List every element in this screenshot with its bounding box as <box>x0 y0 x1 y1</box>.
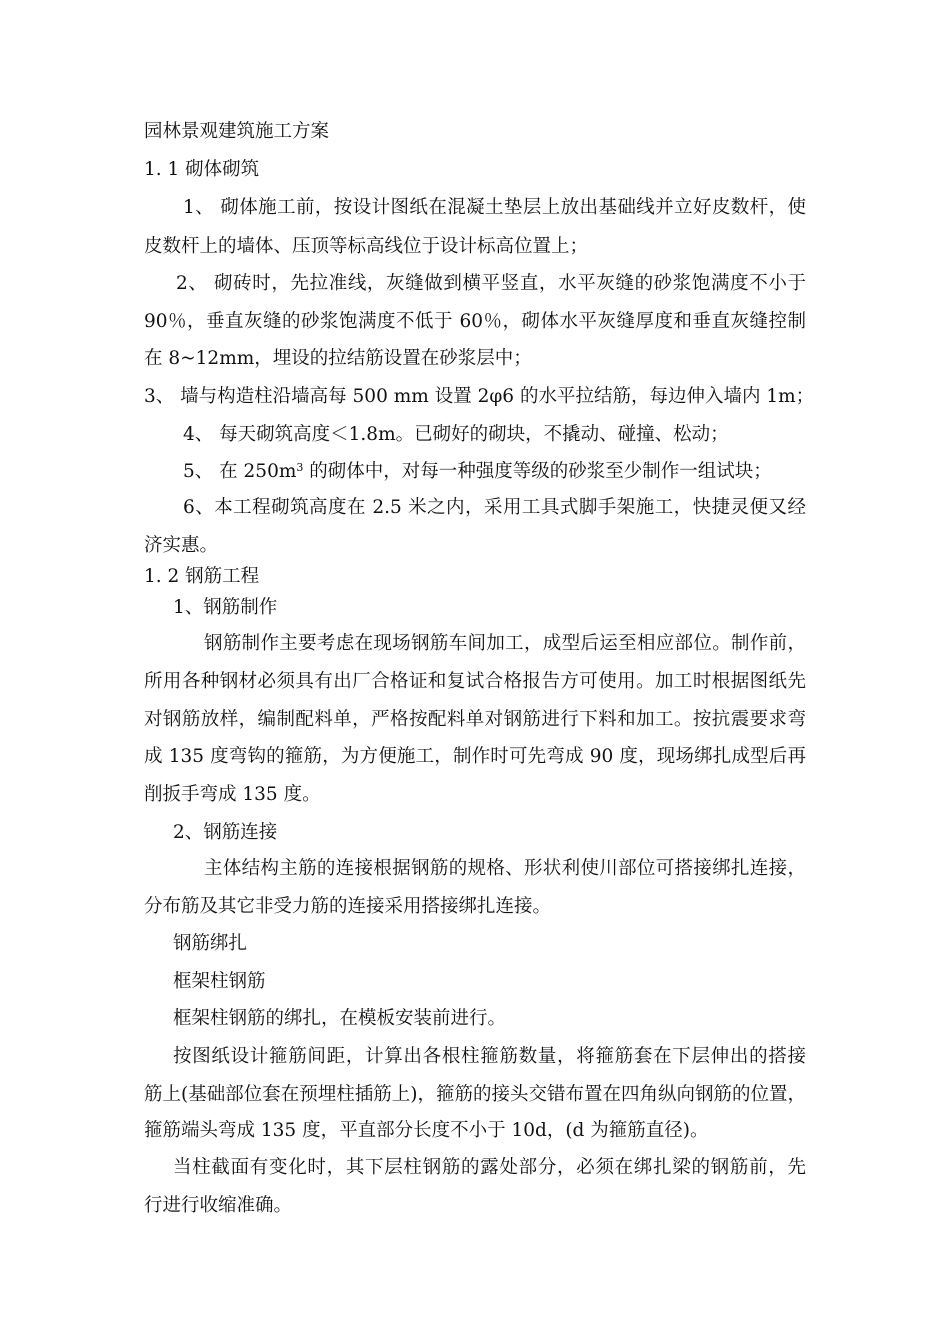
rebar-connection-line-1: 主体结构主筋的连接根据钢筋的规格、形状利使川部位可搭接绑扎连接， <box>204 858 806 879</box>
document-title: 园林景观建筑施工方案 <box>144 121 330 142</box>
rebar-connection-heading: 2、钢筋连接 <box>173 822 278 843</box>
rebar-fabrication-line-3: 对钢筋放样，编制配料单，严格按配料单对钢筋进行下料和加工。按抗震要求弯 <box>144 709 806 730</box>
rebar-fabrication-heading: 1、钢筋制作 <box>173 597 278 618</box>
masonry-item-6-line-1: 6、本工程砌筑高度在 2.5 米之内，采用工具式脚手架施工，快捷灵便又经 <box>183 497 806 518</box>
masonry-item-4: 4、 每天砌筑高度＜1.8m。已砌好的砌块，不撬动、碰撞、松动； <box>183 424 729 445</box>
masonry-item-1-line-2: 皮数杆上的墙体、压顶等标高线位于设计标高位置上； <box>144 236 589 257</box>
rebar-connection-line-2: 分布筋及其它非受力筋的连接采用搭接绑扎连接。 <box>144 896 552 917</box>
frame-column-paragraph-1: 框架柱钢筋的绑扎，在模板安装前进行。 <box>173 1008 507 1029</box>
frame-column-heading: 框架柱钢筋 <box>173 971 266 992</box>
rebar-fabrication-line-4: 成 135 度弯钩的箍筋，为方便施工，制作时可先弯成 90 度，现场绑扎成型后再 <box>144 746 806 767</box>
cubic-superscript: 3 <box>296 461 304 474</box>
masonry-item-6-line-2: 济实惠。 <box>144 535 219 556</box>
masonry-item-5-prefix: 5、 在 250m <box>183 461 297 482</box>
masonry-item-2-line-3: 在 8~12mm，埋设的拉结筋设置在砂浆层中； <box>144 348 532 369</box>
rebar-fabrication-line-2: 所用各种钢材必须具有出厂合格证和复试合格报告方可使用。加工时根据图纸先 <box>144 671 806 692</box>
masonry-item-2-line-1: 2、 砌砖时，先拉准线，灰缝做到横平竖直，水平灰缝的砂浆饱满度不小于 <box>176 273 806 294</box>
rebar-fabrication-line-1: 钢筋制作主要考虑在现场钢筋车间加工，成型后运至相应部位。制作前， <box>204 633 806 654</box>
masonry-item-1-line-1: 1、 砌体施工前，按设计图纸在混凝土垫层上放出基础线并立好皮数杆，使 <box>183 197 806 218</box>
frame-column-paragraph-2-line-2: 筋上(基础部位套在预埋柱插筋上)，箍筋的接头交错布置在四角纵向钢筋的位置， <box>144 1084 806 1105</box>
masonry-item-5 <box>183 460 772 484</box>
masonry-item-2-line-2: 90％，垂直灰缝的砂浆饱满度不低于 60％，砌体水平灰缝厚度和垂直灰缝控制 <box>144 311 806 332</box>
frame-column-paragraph-2-line-3: 箍筋端头弯成 135 度，平直部分长度不小于 10d，(d 为箍筋直径)。 <box>144 1120 709 1141</box>
rebar-binding-heading: 钢筋绑扎 <box>173 933 248 954</box>
section-heading-masonry: 1. 1 砌体砌筑 <box>144 159 260 180</box>
frame-column-paragraph-3-line-2: 行进行收缩准确。 <box>144 1195 293 1216</box>
masonry-item-5-suffix: 的砌体中，对每一种强度等级的砂浆至少制作一组试块； <box>303 461 772 482</box>
section-heading-rebar: 1. 2 钢筋工程 <box>144 566 260 587</box>
frame-column-paragraph-2-line-1: 按图纸设计箍筋间距，计算出各根柱箍筋数量，将箍筋套在下层伸出的搭接 <box>173 1046 806 1067</box>
frame-column-paragraph-3-line-1: 当柱截面有变化时，其下层柱钢筋的露处部分，必须在绑扎梁的钢筋前，先 <box>173 1157 806 1178</box>
masonry-item-3: 3、 墙与构造柱沿墙高每 500 mm 设置 2φ6 的水平拉结筋，每边伸入墙内 1m； <box>144 386 815 407</box>
rebar-fabrication-line-5: 削扳手弯成 135 度。 <box>144 784 321 805</box>
